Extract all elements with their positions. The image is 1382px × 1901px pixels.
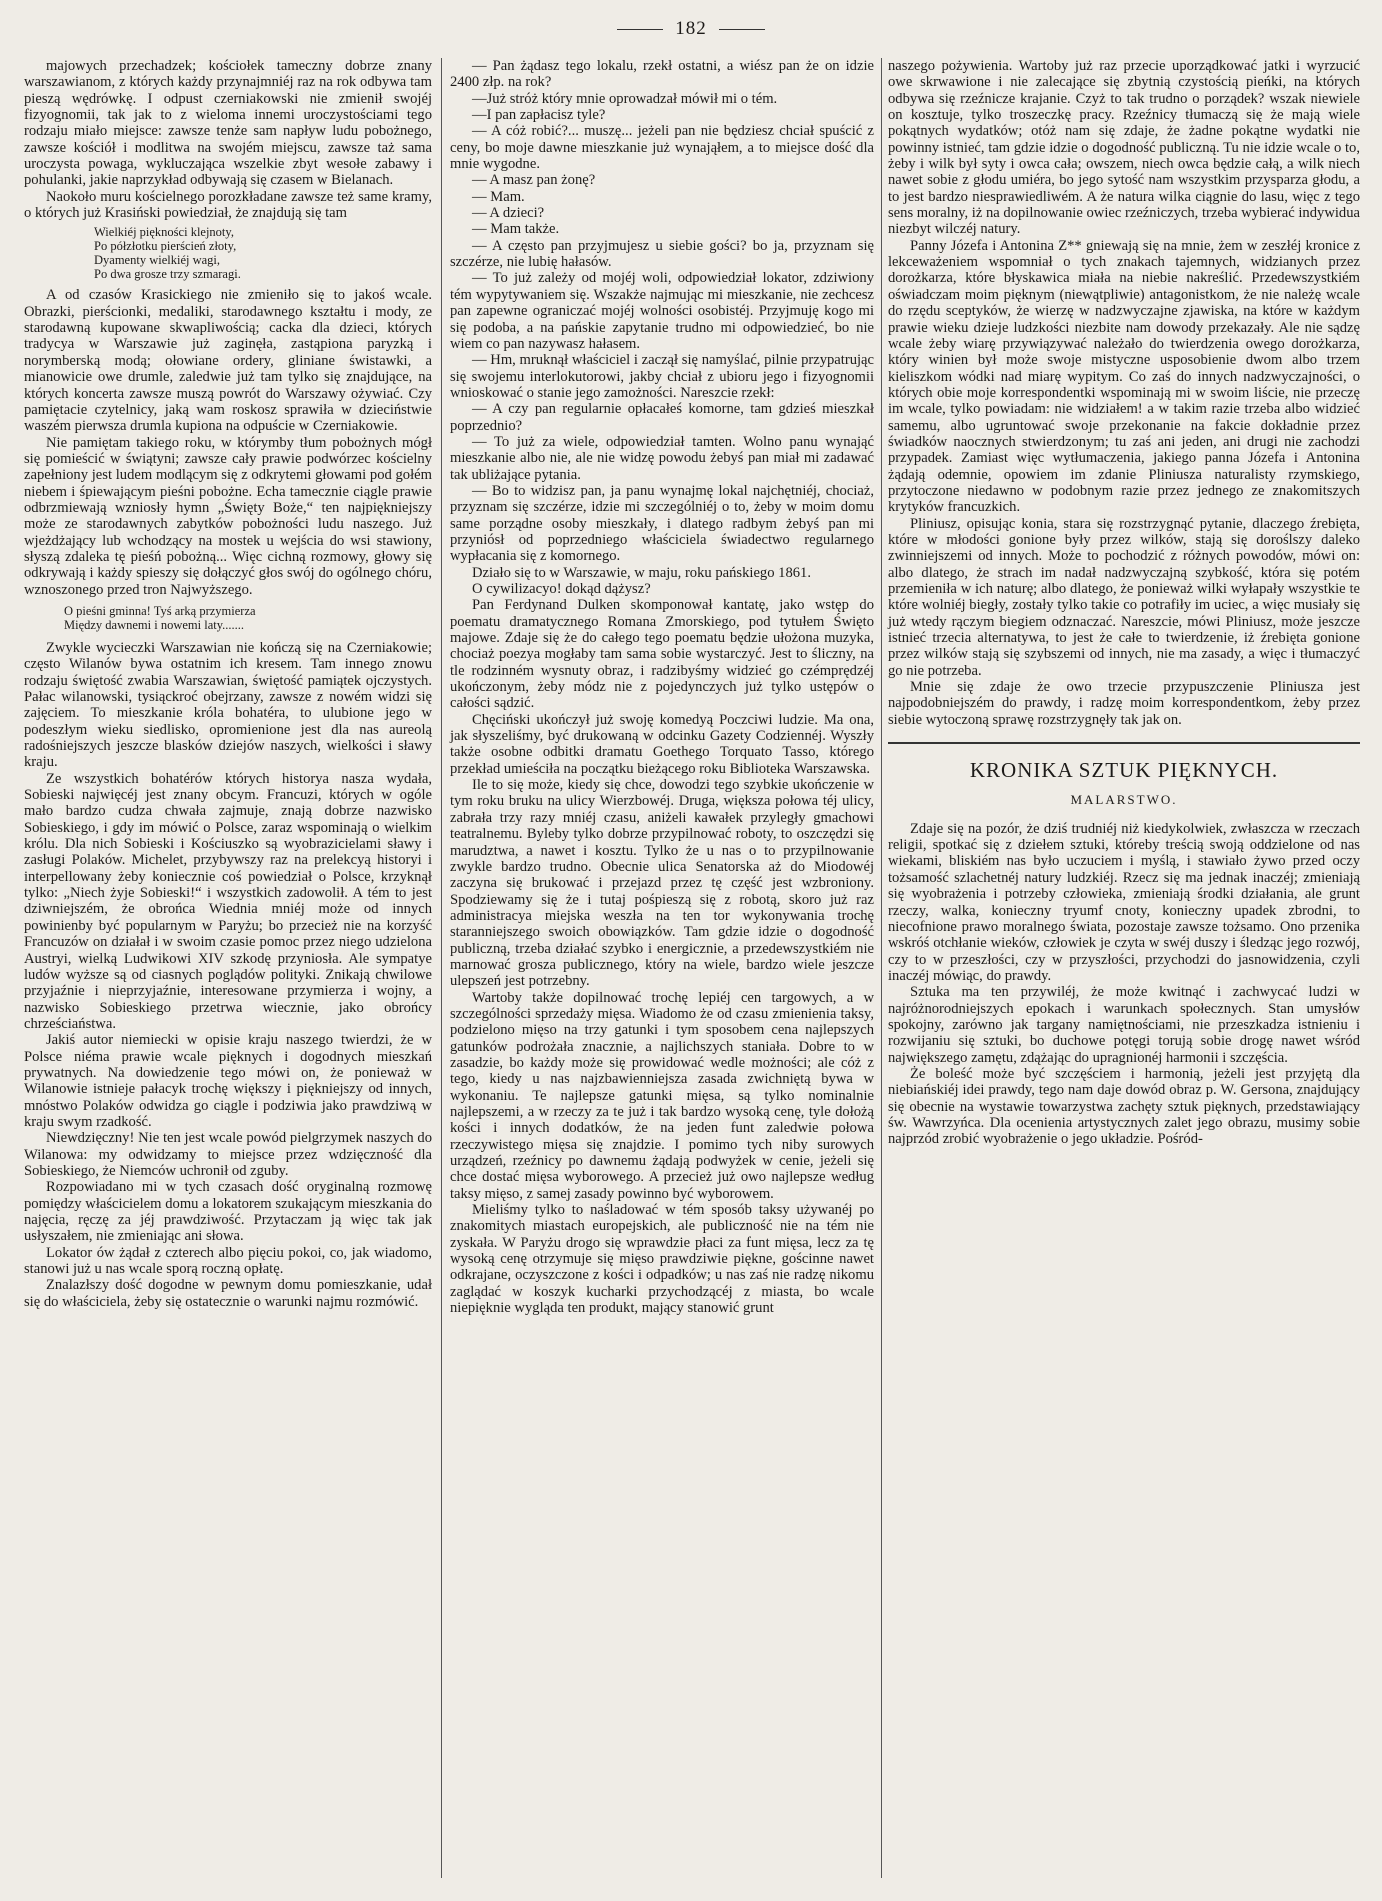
verse-line: Po półzłotku pierścień złoty, [94,239,237,254]
paragraph: Pan Ferdynand Dulken skomponował kantatę, jako wstęp do poematu dramatycznego Romana Zmorskiego, pod tytułem Święto majowe. Zdaje się że do całego tego poematu będzie ułożona muzyka, chociaż poezya mogłaby tam sama sobie wystarczyć. Jest to śliczny, na tle rodzinném wysnuty obraz, i radzibyśmy widzieć go czémprędzéj ukończonym, żeby módz nie z pojedynczych już tylko ustępów o całości sądzić. [450,597,874,712]
paragraph: Działo się to w Warszawie, w maju, roku pańskiego 1861. [472,564,811,581]
verse-quote [94,225,432,281]
column-1 [24,58,432,1310]
paragraph: Jakiś autor niemiecki w opisie kraju naszego twierdzi, że w Polsce niéma prawie wcale pięknych i dogodnych mieszkań prywatnych. Na dowiedzenie tego mówi on, że ponieważ w Wilanowie istnieje pałacyk trochę większy i piękniejszy od innych, mnóstwo Polaków odwidza go ciągle i podziwia jako prawdziwą w kraju swym rzadkość. [24,1032,432,1130]
verse-line: Wielkiéj piękności klejnoty, [94,225,234,240]
paragraph: Chęciński ukończył już swoję komedyą Poczciwi ludzie. Ma ona, jak słyszeliśmy, być drukowaną w odcinku Gazety Codziennéj. Wyszły także osobne odbitki dramatu Goethego Torquato Tasso, którego przekład umieściła na początku bieżącego roku Biblioteka Warszawska. [450,711,874,777]
paragraph: —Już stróż który mnie oprowadzał mówił mi o tém. [472,90,778,107]
page-number-text: 182 [675,18,707,39]
verse-quote [64,604,432,632]
paragraph: Mieliśmy tylko to naśladować w tém sposób taksy używanéj po znakomitych miastach europejskich, ale publiczność nie na tém nie zyskała. W Paryżu drogo się wprawdzie płaci za funt mięsa, lecz za tę wysoką cenę otrzymuje się mięso prawdziwie piękne, gościnne nawet odkrajane, oczyszczone z kości i odpadków; u nas zaś nie radzę nikomu zaglądać w koszyk kucharki przychodzącéj z miasta, bo wcale niepięknie wygląda ten produkt, mający stanowić grunt [450,1202,874,1317]
paragraph: Ile to się może, kiedy się chce, dowodzi tego szybkie ukończenie w tym roku bruku na ulicy Wierzbowéj. Druga, większa połowa téj ulicy, zabrała trzy razy mniéj czasu, aniżeli kawałek przyległy gmachowi teatralnemu. Byleby tylko dobrze przypilnować roboty, to oszczędzi się marudztwa, a nawet i kosztu. Tylko że u nas o to przypilnowanie zwykle bardzo trudno. Obecnie ulica Senatorska aż do Miodowéj zaczyna się brukować i przejazd przez tę część jest wzbroniony. Spodziewamy się że i tutaj pośpieszą się z robotą, skoro już raz administracya miejska weszła na ten tor wykonywania trochę staranniejszego swoich obowiązków. Tam gdzie idzie o dogodność publiczną, trzeba działać szybko i energicznie, a przedewszystkiém nie marnować grosza publicznego, który na wiele, bardzo wiele jeszcze ulepszeń jest potrzebny. [450,777,874,990]
page-number [0,18,1382,40]
verse-line: Dyamenty wielkiéj wagi, [94,253,221,268]
paragraph: — A masz pan żonę? [472,172,596,189]
paragraph: Panny Józefa i Antonina Z** gniewają się na mnie, żem w zeszłéj kronice z lekceważeniem wspomniał o tych znakach tajemnych, widzianych przez dorożkarza, które błyskawica miała na niebie nakreślić. Przedewszystkiém oświadczam moim pięknym (niewątpliwie) antagonistkom, że nie należę wcale do rzędu sceptyków, że wierzę w nadzwyczajne zjawiska, na które w każdym prawie wieku dzieje ludzkości niezbite nam dowody przekazały. Ale nie sądzę wcale żeby wiarę przywiązywać należało do twierdzenia owego dorożkarza, który winien był może swoje mistyczne usposobienie dwom albo trzem kieliszkom wódki nad miarę wypitym. Co zaś do innych nadzwyczajności, o których obie moje korrespondentki wspominają mi w swoim liście, nie przeczę im wcale, tylko powiadam: nie widziałem! a w takim razie trzeba albo widzieć samemu, albo ugruntować swoje przekonanie na fakcie dokładnie przez świadków naocznych stwierdzonym; tu zaś ani jeden, ani drugi nie zachodzi przypadek. Zamiast więc wytłumaczenia, jakiego panna Józefa i Antonina żądają odemnie, opowiem im zdanie Pliniusza naturalisty rzymskiego, przytoczone niedawno w podobnym razie przez jednego ze znakomitszych krytyków francuzkich. [888,237,1360,516]
paragraph: Pliniusz, opisując konia, stara się rozstrzygnąć pytanie, dlaczego źrebięta, które w młodości gonione były przez wilków, stają się doroślszy daleko zwinniejszemi od innych. Może to pochodzić z różnych powodów, mówi on: albo dlatego, że strach im nadał nadzwyczajną szybkość, która się potém przemieniła w ich naturę; albo dlatego, że ponieważ wilki wyłapały wszystkie te które wolniéj biegły, zostały tylko takie co potrafiły im uciec, a więc musiały się już wtedy rączym biegiem odznaczać. Nareszcie, mówi Pliniusz, może jeszcze istnieć trzecia alternatywa, to jest że całe to twierdzenie, iż źrebięta gonione przez wilków stają się szybszemi od innych, nie ma zasady, a więc i tłumaczyć go nie potrzeba. [888,515,1360,679]
paragraph: — Pan żądasz tego lokalu, rzekł ostatni, a wiész pan że on idzie 2400 złp. na rok? [450,58,874,91]
paragraph: Sztuka ma ten przywiléj, że może kwitnąć i zachwycać ludzi w najróżnorodniejszych epokach i warunkach społecznych. Stan umysłów spokojny, zarówno jak targany namiętnościami, nie przeszkadza istnieniu i rozwijaniu się sztuki, bo duchowe potęgi torują sobie drogę nawet wśród największego zamętu, zdążając do upragnionéj harmonii i szczęścia. [888,984,1360,1066]
divider [719,29,765,30]
column-2 [450,58,874,1316]
paragraph: majowych przechadzek; kościołek tameczny dobrze znany warszawianom, z których każdy przynajmniéj raz na rok odbywa tam pieszą wędrówkę. I odpust czerniakowski nie zmienił swojéj fizyognomii, tak jak to z wieloma innemi uroczystościami tego rodzaju miało miejsce: zawsze tenże sam napływ ludu pobożnego, zawsze kościół i modlitwa na swojém miejscu, zawsze taż sama uroczysta powaga, wykluczająca wszelkie zbyt wesołe zabawy i pohulanki, jakie naprzykład odbywają się czasem w Bielanach. [24,58,432,189]
paragraph: Że boleść może być szczęściem i harmonią, jeżeli jest przyjętą dla niebiańskiéj idei prawdy, tego nam daje dowód obraz p. W. Gersona, znajdujący się obecnie na wystawie towarzystwa zachęty sztuk pięknych, przedstawiający św. Wawrzyńca. Dla ocenienia artystycznych zalet jego obrazu, musimy sobie najprzód zrobić wyobrażenie o jego układzie. Pośród- [888,1065,1360,1148]
paragraph: Wartoby także dopilnować trochę lepiéj cen targowych, a w szczególności sprzedaży mięsa. Wiadomo że od czasu zmienienia taksy, podzielono mięso na trzy gatunki i tym sposobem cena najlepszych gatunków podrożała znacznie, a najlichszych staniała. Dobre to w zasadzie, bo każdy może się prowidować wedle możności; ale cóż z tego, kiedy u nas najzbawienniejsza zasada zwichniętą bywa w wykonaniu. Te najlepsze gatunki mięsa, są tylko nominalnie najlepszemi, a w rzeczy za te już i tak bardzo wysoką cenę, tyle dołożą kości i innych dodatków, że na jeden funt zaledwie połowa rzeczywistego mięsa się znajdzie. I pomimo tych niby surowych urządzeń, rzeźnicy po dawnemu żądają podwyżek w cenie, jeżeli się chce dostać mięsa wyborowego. A przecież już owo najlepsze według taksy mięso, z samej zasady powinno być wyborowem. [450,989,874,1202]
paragraph: — A dzieci? [472,205,545,222]
paragraph: Nie pamiętam takiego roku, w którymby tłum pobożnych mógł się pomieścić w świątyni; zawsze cały prawie podwórzec kościelny zapełniony jest ludem modlącym się z odkrytemi głowami pod gołém niebem i śpiewającym pieśni pobożne. Echa tamecznie ciągle prawie odbrzmiewają wzniosły hymn „Święty Boże,“ ten najpiękniejszy może ze starodawnych zabytków pobożności ludu naszego. Już wjeżdżający lub wchodzący na mostek u wejścia do wsi stawiony, słyszą zdaleka tę pieśń pobożną... Więc cichną rozmowy, głowy się odkrywają i każdy spieszy się dołączyć głos swój do ogólnego chóru, wznoszonego przed tron Najwyższego. [24,434,432,598]
verse-line: Między dawnemi i nowemi laty....... [64,617,245,632]
paragraph: Zwykle wycieczki Warszawian nie kończą się na Czerniakowie; często Wilanów bywa ostatnim ich kresem. Tam innego znowu rodzaju świętość zwabia Warszawian, świętość pamiątek ojczystych. Pałac wilanowski, tysiąckroć obejrzany, zawsze z nowém widzi się zajęciem. To mieszkanie króla bohatéra, to ulubione jego w podeszłym wieku siedlisko, opromienione jest dla nas aureolą radośniejszych jeszcze blasków dziejów naszych, wielkości i sławy kraju. [24,639,432,771]
column-3 [888,58,1360,1148]
section-divider [888,742,1360,744]
divider [617,29,663,30]
paragraph: — Hm, mruknął właściciel i zaczął się namyślać, pilnie przypatrując się swojemu interlokutorowi, jakby chciał z ubioru jego i fizyognomii wnioskować o stanie jego zamożności. Nareszcie rzekł: [450,352,874,401]
paragraph: Lokator ów żądał z czterech albo pięciu pokoi, co, jak wiadomo, stanowi już u nas wcale sporą roczną opłatę. [24,1244,432,1278]
section-heading: KRONIKA SZTUK PIĘKNYCH. [969,758,1279,783]
paragraph: Naokoło muru kościelnego porozkładane zawsze też same kramy, o których już Krasiński powiedział, że znajdują się tam [24,188,432,222]
paragraph: Ze wszystkich bohatérów których historya nasza wydała, Sobieski najwięcéj jest znany obcym. Francuzi, których w ogóle mało bardzo cudza chwała zajmuje, znają dobrze nazwisko Sobieskiego, i gdy im mówić o Polsce, zaraz wspominają o wielkim królu. Dla nich Sobieski i Kościuszko są wyobrazicielami sławy i zasługi Polaków. Michelet, przybywszy raz na prelekcyą historyi i interpellowany żeby koniecznie coś powiedział o Polsce, krzyknął tylko: „Niech żyje Sobieski!“ i wszystkich zadowolił. A tém to jest dziwniejszém, że obrońca Wiednia mniéj może od innych powinienby być popularnym w Paryżu; bo przecież nie na korzyść Francuzów on działał i w swoim czasie pomoc przez niego udzielona Austryi, wielką Ludwikowi XIV szkodę przyniosła. Ale sympatye ludów wyższe są od ciasnych poglądów polityki. Znikają chwilowe przyjaźnie i nieprzyjaźnie, interesowane przymierza i wojny, a nazwisko Sobieskiego przetrwa wiecznie, jako obrońcy chrześciaństwa. [24,770,432,1032]
paragraph: —I pan zapłacisz tyle? [472,107,606,124]
paragraph: O cywilizacyo! dokąd dążysz? [472,581,651,597]
section-subheading: MALARSTWO. [1070,792,1178,808]
paragraph: — To już za wiele, odpowiedział tamten. Wolno panu wynająć mieszkanie albo nie, ale nie widzę powodu żebyś pan miał mi zadawać tak ubliżające pytania. [450,433,874,483]
paragraph: — A cóż robić?... muszę... jeżeli pan nie będziesz chciał spuścić z ceny, bo moje dawne mieszkanie już wynająłem, a to miejsce dość dla mnie wygodne. [450,123,874,173]
paragraph: Znalazłszy dość dogodne w pewnym domu pomieszkanie, udał się do właściciela, żeby się ostatecznie o warunki najmu rozmówić. [24,1277,432,1310]
paragraph: — A czy pan regularnie opłacałeś komorne, tam gdzieś mieszkał poprzednio? [450,401,874,434]
paragraph: Zdaje się na pozór, że dziś trudniéj niż kiedykolwiek, zwłaszcza w rzeczach religii, spotkać się z dziełem sztuki, któreby treścią swoją oddzielone od nas wiekami, bliskiém nas było uczuciem i myślą, i stawiało żywo przed oczy tożsamość szlachetnéj natury ludzkiéj. Rzecz się ma jednak inaczéj; zmieniają się wyobrażenia i potrzeby człowieka, zmieniają środki działania, ale grunt rzeczy, walka, konieczny tryumf cnoty, konieczny upadek zbrodni, to niecofnione prawo moralnego świata, pozostaje zawsze tożsamo. Ono przenika wskróś otchłanie wieków, człowiek je czyta w swéj duszy i śledząc jego rozwój, czy to w przeszłości, czy w przyszłości, przychodzi do jasnowidzenia, czyli inaczéj mówiąc, do prawdy. [888,820,1360,984]
verse-line: O pieśni gminna! Tyś arką przymierza [64,603,256,618]
column-divider [881,58,882,1878]
paragraph: Mnie się zdaje że owo trzecie przypuszczenie Pliniusza jest najpodobniejszém do prawdy, i radzę moim korrespondentkom, żeby przez siebie wytoczoną sprawę rozstrzygnęły tak jak on. [888,679,1360,728]
paragraph: — To już zależy od mojéj woli, odpowiedział lokator, zdziwiony tém wypytywaniem się. Wszakże najmując mi mieszkanie, nie zechcesz pan zapewne ograniczać mojéj wolności osobistéj. Przyjmuję kogo mi się podoba, a na pańskie zapytanie trudno mi odpowiedzieć, bo nie wiem co pan nazywasz hałasem. [450,270,874,352]
paragraph: Rozpowiadano mi w tych czasach dość oryginalną rozmowę pomiędzy właścicielem domu a lokatorem szukającym mieszkania do najęcia, ręczę za jéj prawdziwość. Przytaczam ją więc tak jak usłyszałem, nie zmieniając ani słowa. [24,1179,432,1245]
paragraph: — Bo to widzisz pan, ja panu wynajmę lokal najchętniéj, chociaż, przyznam się szczérze, idzie mi szczególniéj o to, żeby w moim domu same porządne osoby mieszkały, i dlatego radbym żebyś pan mi przyniósł od poprzedniego właściciela świadectwo regularnego wypłacania się z komornego. [450,482,874,565]
paragraph: — A często pan przyjmujesz u siebie gości? bo ja, przyznam się szczérze, nie lubię hałasów. [450,237,874,271]
verse-line: Po dwa grosze trzy szmaragi. [94,267,241,282]
paragraph: — Mam także. [472,221,560,238]
paragraph: naszego pożywienia. Wartoby już raz przecie uporządkować jatki i wyrzucić owe skrwawione i nie zalecające się zbytnią czystością pieńki, na których odbywa się rzeźnicze krajanie. Czyż to tak trudno o porządek? wszak niewiele on kosztuje, tylko troszeczkę pracy. Rzeźnicy tłumaczą się że mają wiele pokątnych wydatków; otóż nam się zdaje, że żadne pokątne wydatki nie powinny istnieć, tam gdzie idzie o dogodność publiczną. Tu nie idzie wcale o to, żeby i wilk był syty i owca cała; owszem, niech owca będzie całą, a wilk niech nawet sobie z głodu umiéra, bo jego sytość nam wszystkim przysparza głodu, a to jest bardzo niesprawiedliwém. A że natura wilka ciągnie do lasu, więc z tego sens moralny, iż na dopilnowanie owiec rzeźniczych, trzeba wybierać indywidua niezbyt wilczéj natury. [888,58,1360,238]
paragraph: — Mam. [472,188,525,205]
paragraph: Niewdzięczny! Nie ten jest wcale powód pielgrzymek naszych do Wilanowa: my odwidzamy to miejsce przez wdzięczność dla Sobieskiego, że Niemców uchronił od zguby. [24,1130,432,1179]
paragraph: A od czasów Krasickiego nie zmieniło się to jakoś wcale. Obrazki, pierścionki, medaliki, starodawnego kształtu i mody, ze starodawną kupowane skwapliwością; cacka dla dzieci, których tradycya w Warszawie już zaginęła, zastąpiona paryzką i norymberską modą; ołowiane ordery, gliniane świstawki, a mianowicie owe drumle, zaledwie już tam tylko się znajdujące, na których koncerta zawsze muszą powrót do Warszawy ożywiać. Czy pamiętacie czytelnicy, jaką wam roskosz sprawiła w dzieciństwie waszém pierwsza drumla kupiona na odpuście w Czerniakowie. [24,287,432,435]
column-divider [441,58,442,1878]
